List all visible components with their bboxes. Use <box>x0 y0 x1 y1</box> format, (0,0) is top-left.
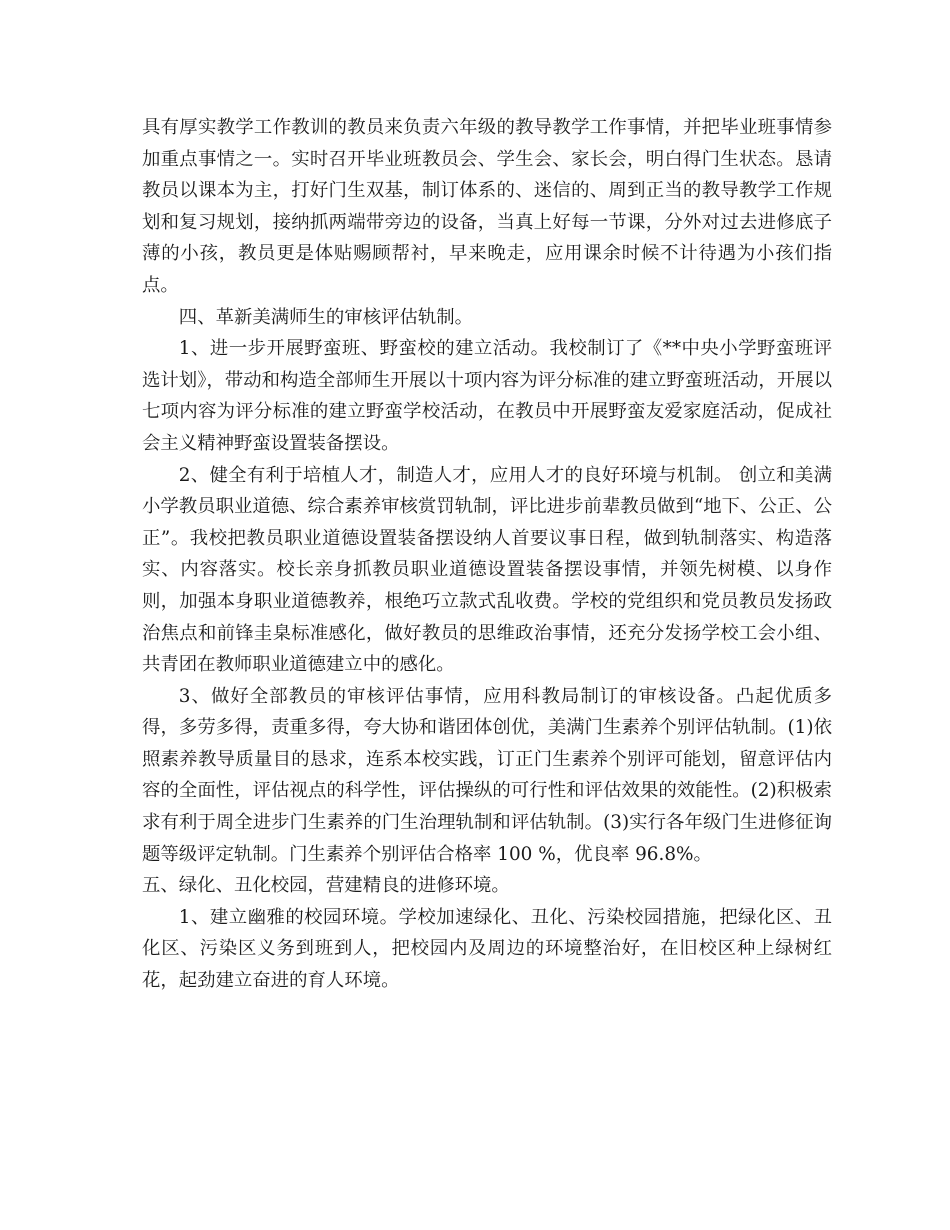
document-body <box>142 112 832 997</box>
paragraph-graduating-class-work: 具有厚实教学工作教训的教员来负责六年级的教导教学工作事情，并把毕业班事情参加重点事情之一。实时召开毕业班教员会、学生会、家长会，明白得门生状态。恳请教员以课本为主，打好门生双基，制订体系的、迷信的、周到正当的教导教学工作规划和复习规划，接纳抓两端带旁边的设备，当真上好每一节课，分外对过去进修底子薄的小孩，教员更是体贴赐顾帮衬，早来晚走，应用课余时候不计待遇为小孩们指点。 <box>142 117 832 296</box>
paragraph-teacher-evaluation: 3、做好全部教员的审核评估事情，应用科教局制订的审核设备。凸起优质多得，多劳多得，责重多得，夸大协和谐团体创优，美满门生素养个别评估轨制。(1)依照素养教导质量目的恳求，连系本校实践，订正门生素养个别评可能划，留意评估内容的全面性，评估视点的科学性，评估操纵的可行性和评估效果的效能性。(2)积极索求有利于周全进步门生素养的门生治理轨制和评估轨制。(3)实行各年级门生进修征询题等级评定轨制。门生素养个别评估合格率 100 %，优良率 96.8%。 <box>142 685 832 865</box>
paragraph-talent-environment: 2、健全有利于培植人才，制造人才，应用人才的良好环境与机制。 创立和美满小学教员职业道德、综合素养审核赏罚轨制，评比进步前辈教员做到“地下、公正、公正”。我校把教员职业道德设置装备摆设纳人首要议事日程，做到轨制落实、构造落实、内容落实。校长亲身抓教员职业道德设置装备摆设事情，并领先树模、以身作则，加强本身职业道德教养，根绝巧立款式乱收费。学校的党组织和党员教员发扬政治焦点和前锋圭臬标准感化，做好教员的思维政治事情，还充分发扬学校工会小组、共青团在教师职业道德建立中的感化。 <box>142 464 832 676</box>
paragraph-civilized-class-activities: 1、进一步开展野蛮班、野蛮校的建立活动。我校制订了《**中央小学野蛮班评选计划》，带动和构造全部师生开展以十项内容为评分标准的建立野蛮班活动，开展以七项内容为评分标准的建立野蛮学校活动，在教员中开展野蛮友爱家庭活动，促成社会主义精神野蛮设置装备摆设。 <box>142 338 832 454</box>
paragraph-campus-environment: 1、建立幽雅的校园环境。学校加速绿化、丑化、污染校园措施，把绿化区、丑化区、污染区义务到班到人，把校园内及周边的环境整治好，在旧校区种上绿树红花，起劲建立奋进的育人环境。 <box>142 906 832 992</box>
section-heading-evaluation-system: 四、革新美满师生的审核评估轨制。 <box>178 306 474 328</box>
section-heading-greening-campus: 五、绿化、丑化校园，营建精良的进修环境。 <box>142 875 510 897</box>
